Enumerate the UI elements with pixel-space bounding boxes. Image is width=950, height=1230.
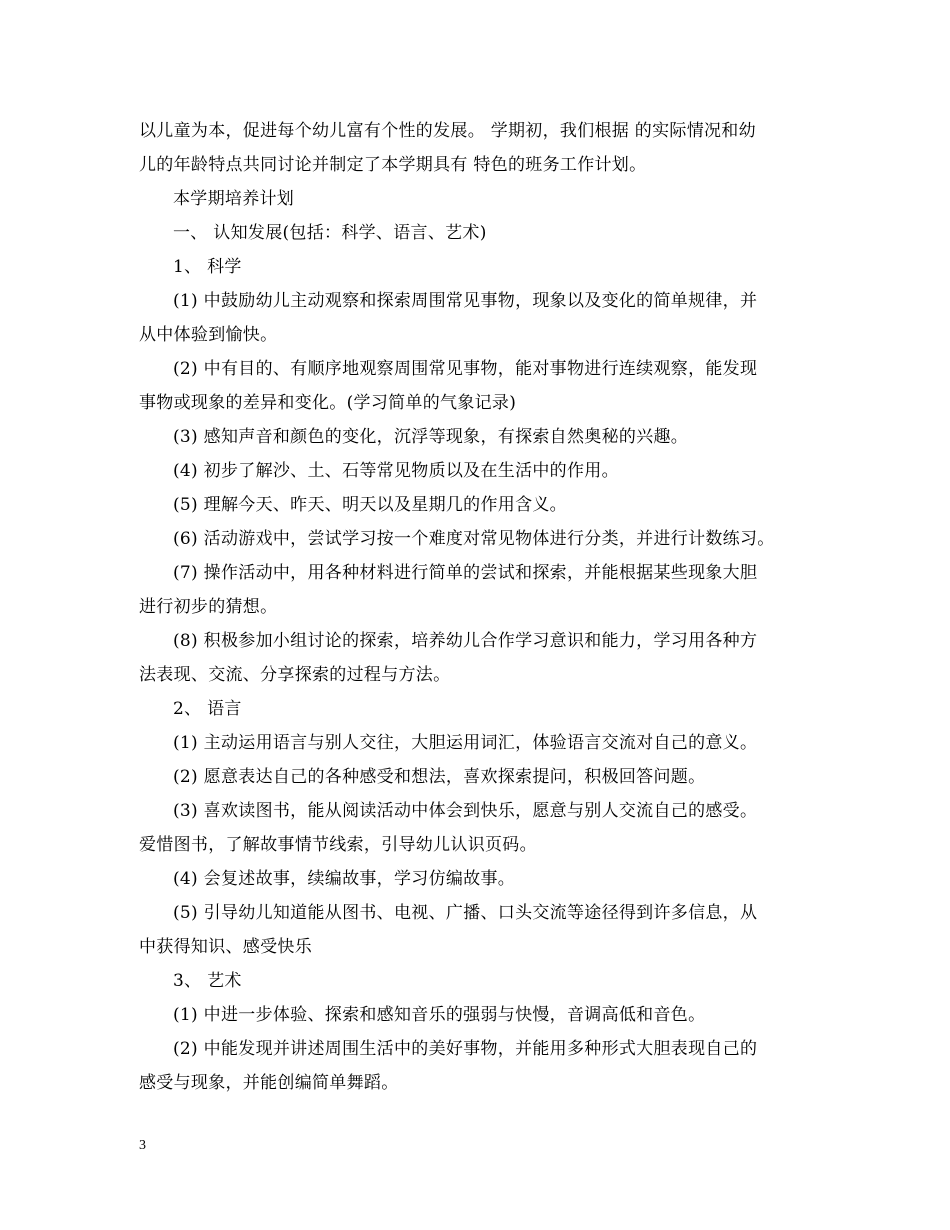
text-line: 进行初步的猜想。 xyxy=(139,597,278,617)
text-line: 1、 科学 xyxy=(173,257,242,277)
text-line: 儿的年龄特点共同讨论并制定了本学期具有 特色的班务工作计划。 xyxy=(139,155,647,175)
text-line: (4) 初步了解沙、土、石等常见物质以及在生活中的作用。 xyxy=(173,461,619,481)
text-line: 中获得知识、感受快乐 xyxy=(139,937,312,957)
text-line: (3) 喜欢读图书，能从阅读活动中体会到快乐，愿意与别人交流自己的感受。 xyxy=(173,801,758,821)
text-line: 爱惜图书，了解故事情节线索，引导幼儿认识页码。 xyxy=(139,835,537,855)
text-line: (4) 会复述故事，续编故事，学习仿编故事。 xyxy=(173,869,516,889)
text-line: (2) 中能发现并讲述周围生活中的美好事物，并能用多种形式大胆表现自己的 xyxy=(173,1039,758,1059)
text-line: 以儿童为本，促进每个幼儿富有个性的发展。 学期初，我们根据 的实际情况和幼 xyxy=(139,121,756,141)
text-line: (5) 引导幼儿知道能从图书、电视、广播、口头交流等途径得到许多信息，从 xyxy=(173,903,758,923)
text-line: (8) 积极参加小组讨论的探索，培养幼儿合作学习意识和能力，学习用各种方 xyxy=(173,631,758,651)
text-line: 从中体验到愉快。 xyxy=(139,325,278,345)
text-line: (5) 理解今天、昨天、明天以及星期几的作用含义。 xyxy=(173,495,567,515)
text-line: 感受与现象，并能创编简单舞蹈。 xyxy=(139,1073,399,1093)
text-line: 本学期培养计划 xyxy=(173,189,295,209)
text-line: (2) 中有目的、有顺序地观察周围常见事物，能对事物进行连续观察，能发现 xyxy=(173,359,758,379)
text-line: 2、 语言 xyxy=(173,699,242,719)
text-line: (3) 感知声音和颜色的变化，沉浮等现象，有探索自然奥秘的兴趣。 xyxy=(173,427,689,447)
page-number: 3 xyxy=(139,1138,146,1153)
text-line: 事物或现象的差异和变化。(学习简单的气象记录) xyxy=(139,393,517,413)
text-line: (1) 中进一步体验、探索和感知音乐的强弱与快慢，音调高低和音色。 xyxy=(173,1005,706,1025)
text-line: 法表现、交流、分享探索的过程与方法。 xyxy=(139,665,451,685)
text-line: 3、 艺术 xyxy=(173,971,242,991)
text-line: (1) 主动运用语言与别人交往，大胆运用词汇，体验语言交流对自己的意义。 xyxy=(173,733,758,753)
text-line: (2) 愿意表达自己的各种感受和想法，喜欢探索提问，积极回答问题。 xyxy=(173,767,706,787)
text-line: (7) 操作活动中，用各种材料进行简单的尝试和探索，并能根据某些现象大胆 xyxy=(173,563,758,583)
text-line: (1) 中鼓励幼儿主动观察和探索周围常见事物，现象以及变化的简单规律，并 xyxy=(173,291,758,311)
text-line: (6) 活动游戏中，尝试学习按一个难度对常见物体进行分类，并进行计数练习。 xyxy=(173,529,775,549)
document-body xyxy=(139,114,819,1100)
text-line: 一、 认知发展(包括：科学、语言、艺术) xyxy=(173,223,487,243)
